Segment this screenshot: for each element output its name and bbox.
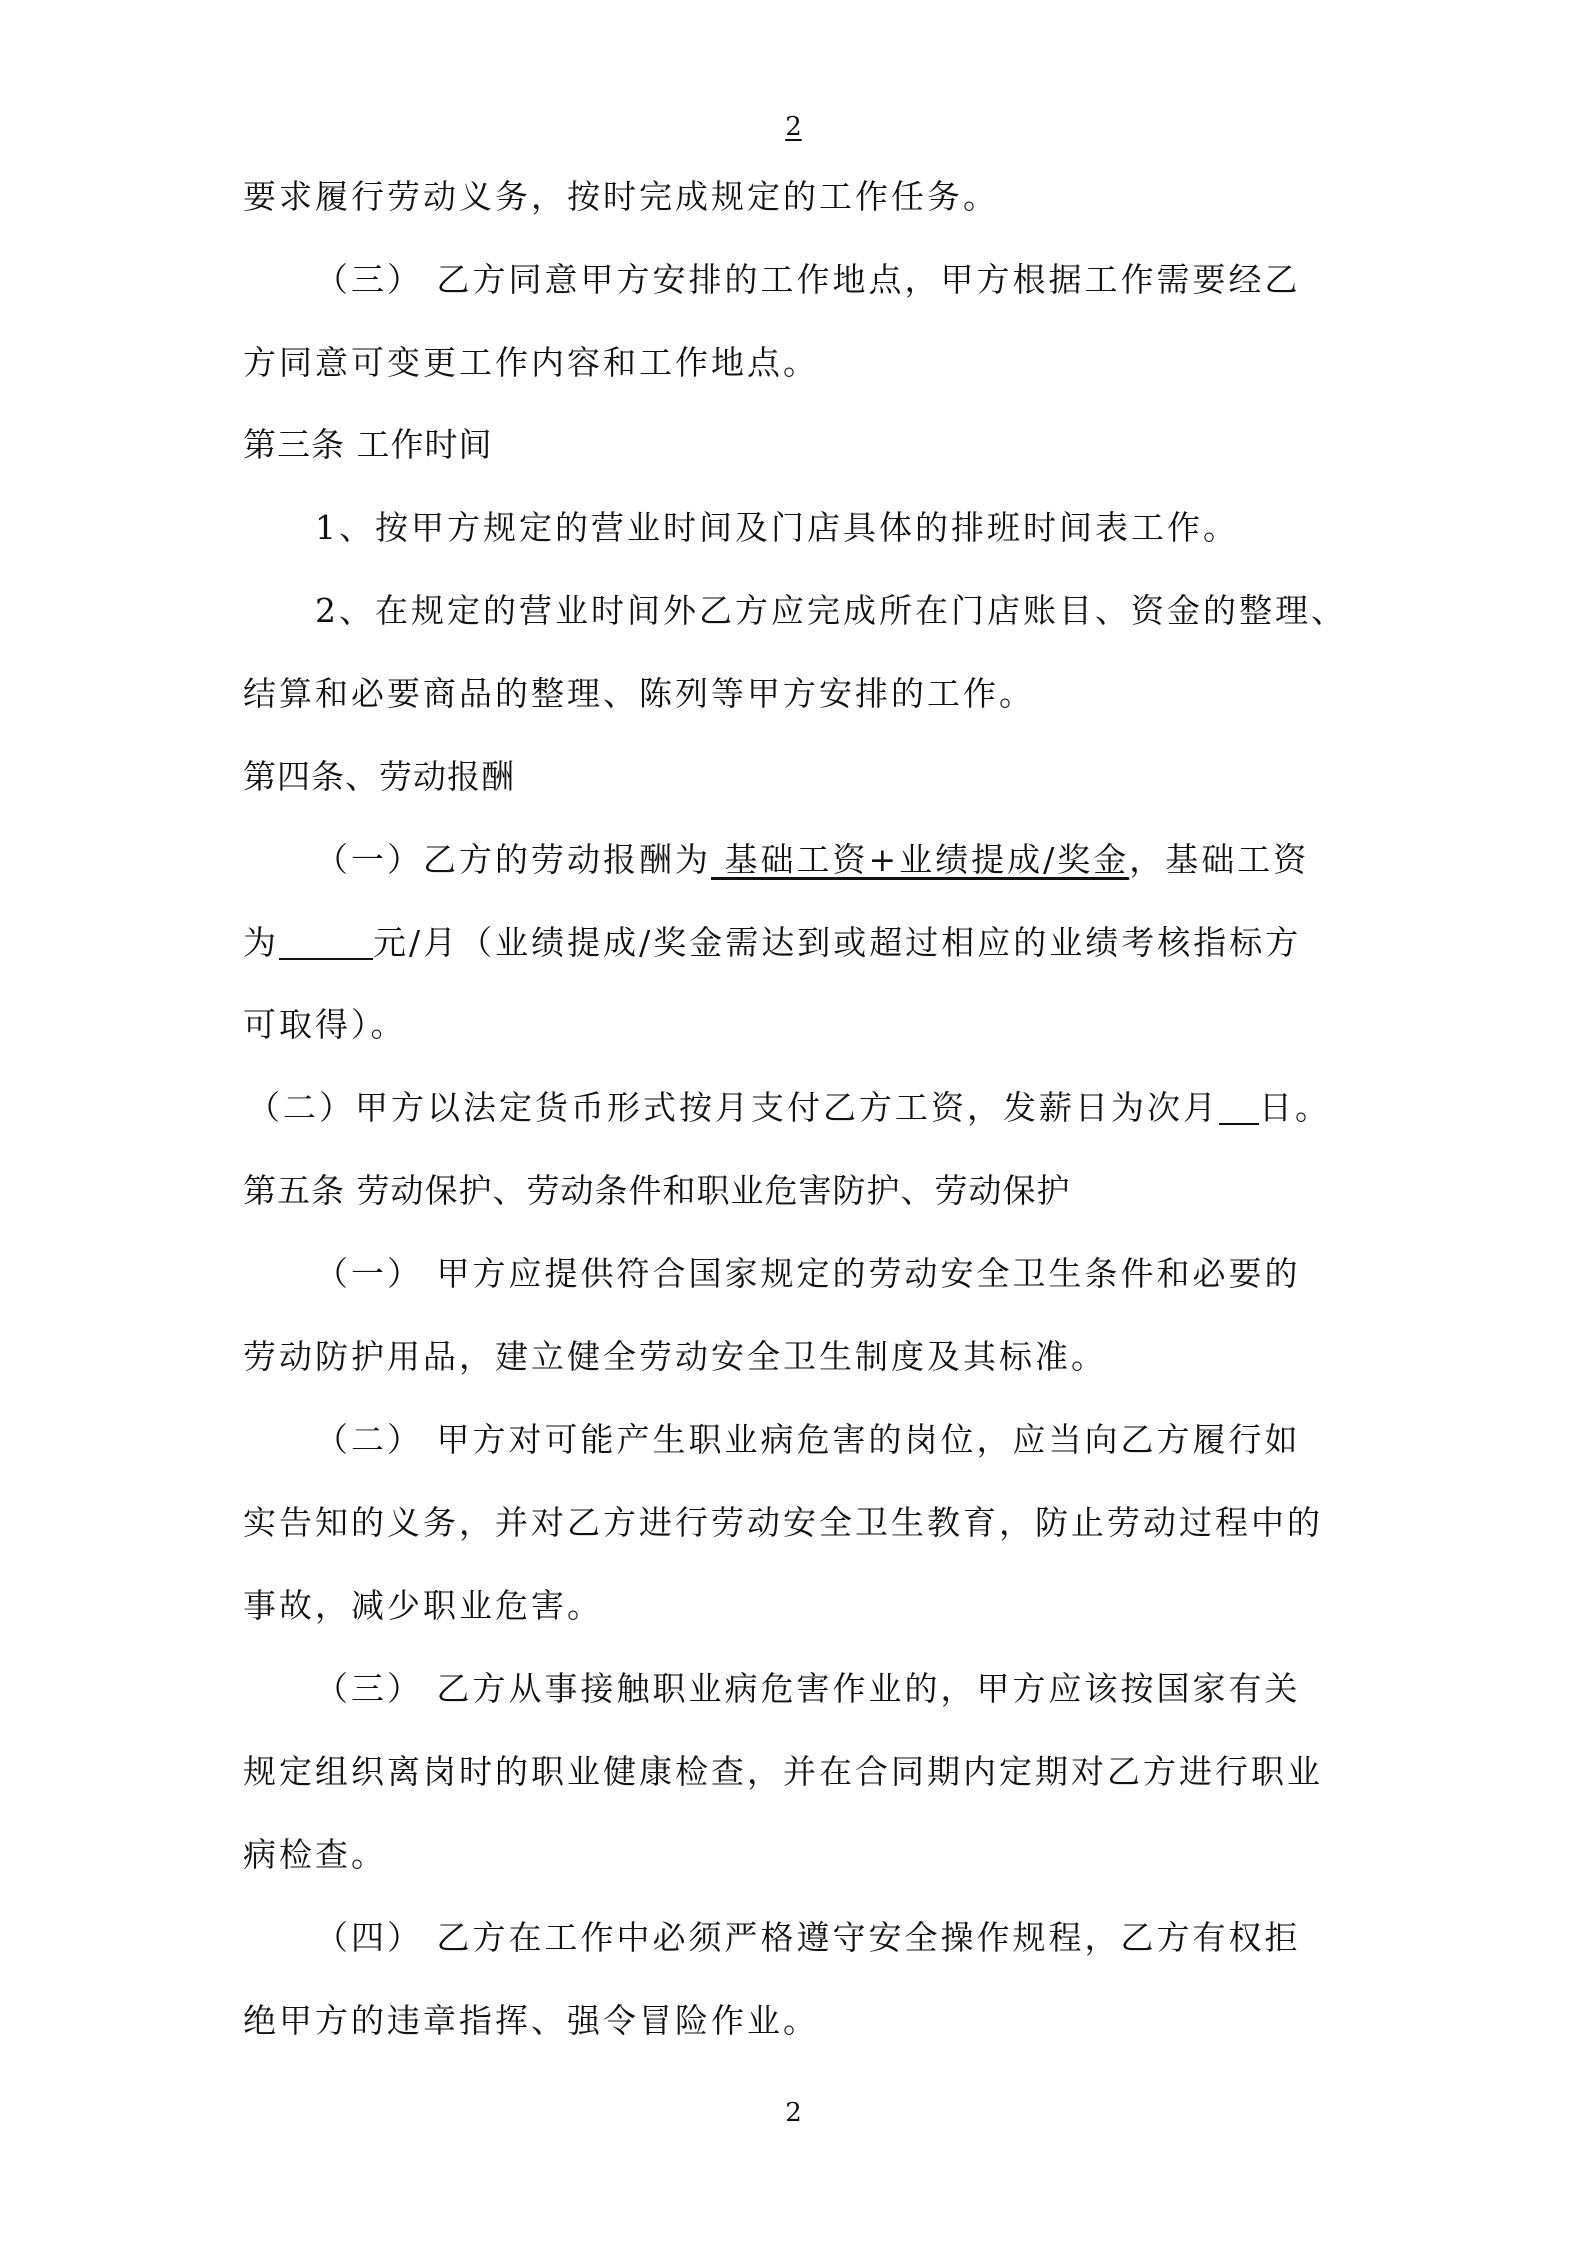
- page-number-top: 2: [785, 112, 802, 142]
- paragraph-line: 病检查。: [243, 1835, 387, 1874]
- clause-4-1-line: （一）乙方的劳动报酬为 基础工资+业绩提成/奖金，基础工资: [315, 840, 1310, 879]
- clause-2-3-line: （三） 乙方同意甲方安排的工作地点，甲方根据工作需要经乙: [315, 260, 1301, 299]
- salary-structure-underlined: 基础工资+业绩提成/奖金: [711, 840, 1130, 879]
- paragraph-line: 绝甲方的违章指挥、强令冒险作业。: [243, 2001, 819, 2040]
- paragraph-line: 事故，减少职业危害。: [243, 1586, 603, 1625]
- paragraph-line: 规定组织离岗时的职业健康检查，并在合同期内定期对乙方进行职业: [243, 1752, 1323, 1791]
- article-4-heading: 第四条、劳动报酬: [243, 757, 515, 796]
- clause-5-3-line: （三） 乙方从事接触职业病危害作业的，甲方应该按国家有关: [315, 1669, 1301, 1708]
- clause-4-2-line: （二）甲方以法定货币形式按月支付乙方工资，发薪日为次月 日。: [247, 1088, 1331, 1127]
- clause-3-2-line: 2、在规定的营业时间外乙方应完成所在门店账目、资金的整理、: [315, 591, 1347, 630]
- page-number-bottom: 2: [785, 2098, 802, 2128]
- base-salary-blank: [279, 924, 373, 960]
- paragraph-line: 可取得）。: [243, 1005, 407, 1044]
- clause-3-1-line: 1、按甲方规定的营业时间及门店具体的排班时间表工作。: [315, 508, 1239, 547]
- clause-5-4-line: （四） 乙方在工作中必须严格遵守安全操作规程，乙方有权拒: [315, 1918, 1301, 1957]
- clause-5-2-line: （二） 甲方对可能产生职业病危害的岗位，应当向乙方履行如: [315, 1420, 1301, 1459]
- paragraph-line: 方同意可变更工作内容和工作地点。: [243, 343, 819, 382]
- paragraph-line: 结算和必要商品的整理、陈列等甲方安排的工作。: [243, 674, 1035, 713]
- paragraph-line: 实告知的义务，并对乙方进行劳动安全卫生教育，防止劳动过程中的: [243, 1503, 1323, 1542]
- paragraph-line: 劳动防护用品，建立健全劳动安全卫生制度及其标准。: [243, 1337, 1107, 1376]
- paragraph-line: 为 元/月（业绩提成/奖金需达到或超过相应的业绩考核指标方: [243, 923, 1302, 962]
- clause-5-1-line: （一） 甲方应提供符合国家规定的劳动安全卫生条件和必要的: [315, 1254, 1301, 1293]
- article-5-heading: 第五条 劳动保护、劳动条件和职业危害防护、劳动保护: [243, 1171, 1071, 1210]
- paragraph-line: 要求履行劳动义务，按时完成规定的工作任务。: [243, 177, 999, 216]
- payday-blank: [1219, 1089, 1259, 1125]
- article-3-heading: 第三条 工作时间: [243, 425, 493, 464]
